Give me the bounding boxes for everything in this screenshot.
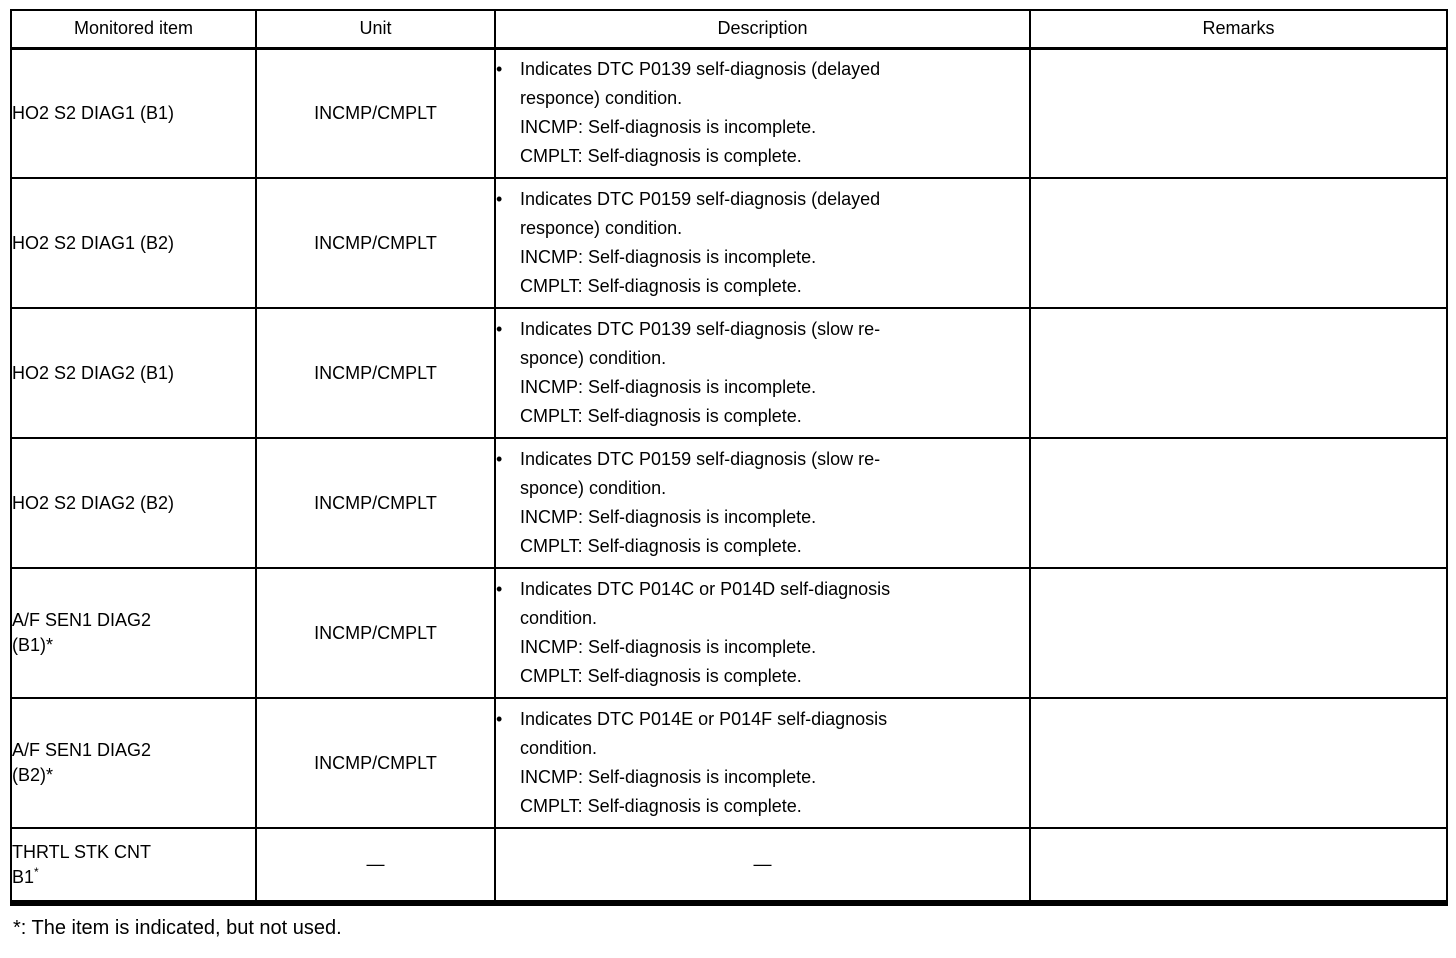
description-line: Indicates DTC P0139 self-diagnosis (delayed — [520, 59, 881, 80]
bullet-icon: • — [496, 319, 503, 339]
table-row — [11, 828, 1447, 903]
description-lines — [520, 705, 1029, 821]
unit-cell: INCMP/CMPLT — [256, 698, 495, 828]
description-lines — [520, 55, 1029, 171]
description-lines — [520, 315, 1029, 431]
description-line: INCMP: Self-diagnosis is incomplete. — [520, 247, 817, 267]
description-line: sponce) condition. — [520, 348, 667, 368]
table-header-row — [11, 10, 1447, 48]
header-monitored-item: Monitored item — [11, 10, 256, 48]
unit-cell: INCMP/CMPLT — [256, 178, 495, 308]
remarks-cell — [1030, 828, 1447, 903]
description-bullet-item — [496, 55, 1029, 171]
remarks-cell — [1030, 178, 1447, 308]
remarks-cell — [1030, 48, 1447, 178]
description-bullet-item — [496, 315, 1029, 431]
monitored-item-text-part: B1 — [12, 866, 35, 887]
monitored-item-text: (B2)* — [12, 765, 54, 785]
table-row — [11, 698, 1447, 828]
unit-cell: INCMP/CMPLT — [256, 308, 495, 438]
monitored-item-text: A/F SEN1 DIAG2 — [12, 740, 152, 760]
description-cell — [495, 308, 1030, 438]
monitored-item-text: HO2 S2 DIAG1 (B1) — [12, 102, 175, 123]
description-line: Indicates DTC P0159 self-diagnosis (delayed — [520, 189, 881, 209]
description-line: CMPLT: Self-diagnosis is complete. — [520, 406, 802, 426]
description-line: condition. — [520, 738, 598, 758]
description-line: INCMP: Self-diagnosis is incomplete. — [520, 767, 817, 787]
description-line: INCMP: Self-diagnosis is incomplete. — [520, 377, 817, 397]
monitored-item-text: A/F SEN1 DIAG2 — [12, 610, 152, 630]
description-cell — [495, 48, 1030, 178]
unit-cell: INCMP/CMPLT — [256, 48, 495, 178]
remarks-cell — [1030, 568, 1447, 698]
table-row — [11, 178, 1447, 308]
description-bullet-item — [496, 185, 1029, 301]
description-line: Indicates DTC P014C or P014D self-diagnosis — [520, 579, 891, 599]
unit-cell: INCMP/CMPLT — [256, 438, 495, 568]
table-row — [11, 308, 1447, 438]
description-line: Indicates DTC P0139 self-diagnosis (slow re- — [520, 319, 881, 339]
description-cell: — — [495, 828, 1030, 903]
monitored-item-text: HO2 S2 DIAG2 (B2) — [12, 492, 175, 513]
monitored-item-text: HO2 S2 DIAG1 (B2) — [12, 232, 175, 253]
monitored-item-cell — [11, 568, 256, 698]
table-row — [11, 438, 1447, 568]
description-line: condition. — [520, 608, 598, 628]
remarks-cell — [1030, 698, 1447, 828]
footnote-asterisk: * — [34, 864, 39, 879]
bullet-icon: • — [496, 709, 503, 729]
monitored-item-text: HO2 S2 DIAG2 (B1) — [12, 362, 175, 383]
description-line: responce) condition. — [520, 88, 683, 109]
table-row — [11, 568, 1447, 698]
monitored-item-text: THRTL STK CNT — [12, 841, 152, 862]
description-line: INCMP: Self-diagnosis is incomplete. — [520, 637, 817, 657]
description-cell — [495, 698, 1030, 828]
bullet-icon: • — [496, 59, 503, 80]
monitored-item-cell — [11, 48, 256, 178]
description-bullet-item — [496, 705, 1029, 821]
monitored-item-cell — [11, 698, 256, 828]
bullet-icon: • — [496, 449, 503, 469]
bullet-icon: • — [496, 189, 503, 209]
description-lines — [520, 575, 1029, 691]
header-unit: Unit — [256, 10, 495, 48]
monitored-item-text: (B1)* — [12, 635, 54, 655]
description-line: sponce) condition. — [520, 478, 667, 498]
description-lines — [520, 445, 1029, 561]
monitored-item-cell — [11, 828, 256, 903]
description-line: INCMP: Self-diagnosis is incomplete. — [520, 117, 817, 138]
description-lines — [520, 185, 1029, 301]
remarks-cell — [1030, 308, 1447, 438]
unit-cell: — — [256, 828, 495, 903]
remarks-cell — [1030, 438, 1447, 568]
header-description: Description — [495, 10, 1030, 48]
unit-cell: INCMP/CMPLT — [256, 568, 495, 698]
bullet-icon: • — [496, 579, 503, 599]
table-row — [11, 48, 1447, 178]
description-line: CMPLT: Self-diagnosis is complete. — [520, 536, 802, 556]
description-line: CMPLT: Self-diagnosis is complete. — [520, 276, 802, 296]
description-cell — [495, 568, 1030, 698]
monitored-items-table — [10, 9, 1448, 906]
description-cell — [495, 438, 1030, 568]
description-line: CMPLT: Self-diagnosis is complete. — [520, 146, 802, 167]
description-line: responce) condition. — [520, 218, 683, 238]
monitored-item-cell — [11, 178, 256, 308]
description-line: INCMP: Self-diagnosis is incomplete. — [520, 507, 817, 527]
description-line: CMPLT: Self-diagnosis is complete. — [520, 796, 802, 816]
monitored-item-cell — [11, 308, 256, 438]
description-line: Indicates DTC P014E or P014F self-diagnosis — [520, 709, 888, 729]
description-bullet-item — [496, 575, 1029, 691]
description-cell — [495, 178, 1030, 308]
monitored-item-text — [12, 865, 255, 890]
header-remarks: Remarks — [1030, 10, 1447, 48]
description-line: Indicates DTC P0159 self-diagnosis (slow re- — [520, 449, 881, 469]
table-footnote: *: The item is indicated, but not used. — [13, 917, 342, 939]
description-bullet-item — [496, 445, 1029, 561]
monitored-item-cell — [11, 438, 256, 568]
description-line: CMPLT: Self-diagnosis is complete. — [520, 666, 802, 686]
